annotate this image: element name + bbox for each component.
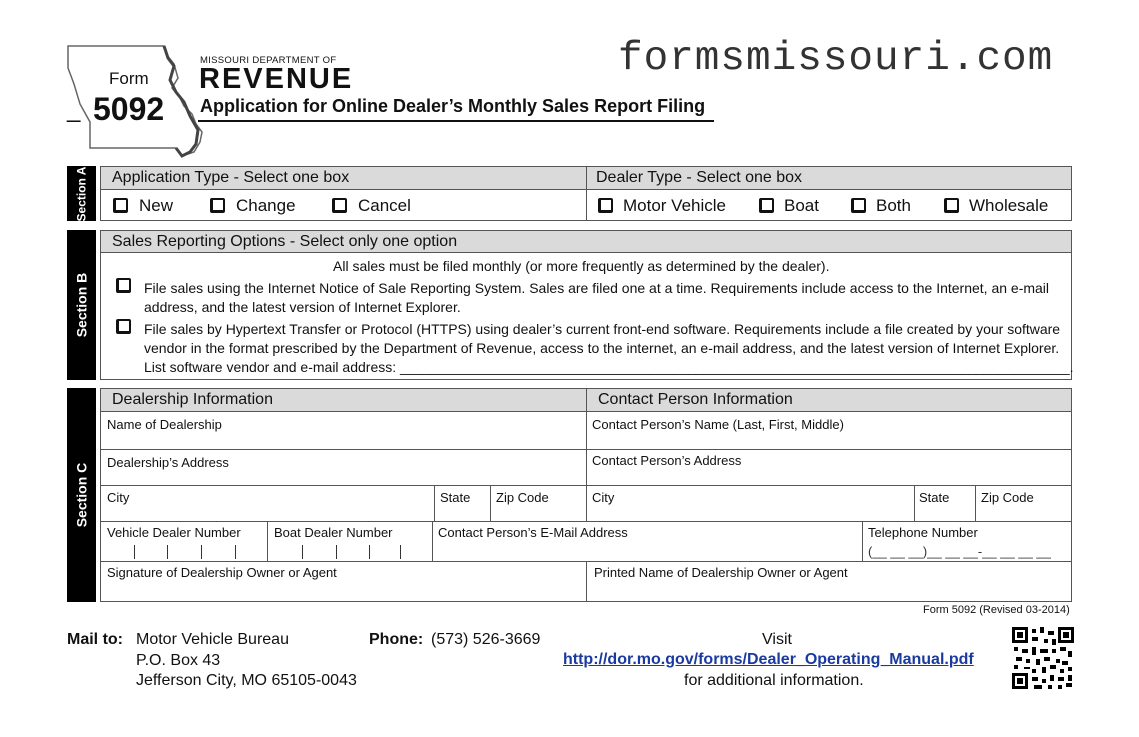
page-title: Application for Online Dealer’s Monthly Sales Report Filing	[200, 96, 706, 116]
printed-name-field[interactable]: Printed Name of Dealership Owner or Agent	[594, 565, 848, 580]
dealer-type-header: Dealer Type - Select one box	[596, 169, 803, 186]
mail-address-line1: Motor Vehicle Bureau	[136, 631, 289, 648]
telephone-number-field[interactable]: (__ __ __)__ __ __-__ __ __ __	[868, 544, 1051, 559]
dealership-city-field[interactable]: City	[107, 490, 130, 505]
vehicle-dealer-number-field[interactable]: Vehicle Dealer Number	[107, 525, 241, 540]
new-checkbox[interactable]	[113, 198, 128, 213]
mail-address-line2: P.O. Box 43	[136, 652, 221, 669]
section-b-box	[100, 230, 1072, 380]
motor-vehicle-checkbox[interactable]	[598, 198, 613, 213]
option1-line1: File sales using the Internet Notice of Sale Reporting System. Sales are filed one at a time. Requirements include access to the Internet, an e-mail	[144, 280, 1050, 296]
boat-label: Boat	[784, 196, 819, 215]
change-label: Change	[236, 196, 296, 215]
signature-field[interactable]: Signature of Dealership Owner or Agent	[107, 565, 337, 580]
monthly-note: All sales must be filed monthly (or more frequently as determined by the dealer).	[333, 258, 830, 274]
cancel-checkbox[interactable]	[332, 198, 347, 213]
dealership-name-field[interactable]: Name of Dealership	[107, 417, 222, 432]
dealership-address-field[interactable]: Dealership’s Address	[107, 455, 229, 470]
visit-text: Visit	[762, 631, 792, 648]
contact-state-field[interactable]: State	[919, 490, 950, 505]
motor-vehicle-label: Motor Vehicle	[623, 196, 726, 215]
title-rule	[198, 120, 714, 122]
form-label: Form	[109, 69, 149, 88]
telephone-number-label: Telephone Number	[868, 525, 978, 540]
phone-label: Phone:	[369, 631, 424, 648]
software-vendor-field[interactable]: List software vendor and e-mail address: ______________________________________________________________________________________.	[144, 359, 1074, 375]
operating-manual-link[interactable]: http://dor.mo.gov/forms/Dealer_Operating_Manual.pdf	[563, 651, 974, 668]
boat-dealer-number-field[interactable]: Boat Dealer Number	[274, 525, 393, 540]
option2-line1: File sales by Hypertext Transfer or Protocol (HTTPS) using dealer’s current front-end software. Requirements include a file created by your software	[144, 321, 1061, 337]
both-label: Both	[876, 196, 911, 215]
dealership-info-header: Dealership Information	[112, 391, 273, 408]
qr-code-icon	[1012, 627, 1074, 689]
internet-notice-option-checkbox[interactable]	[116, 278, 131, 293]
sales-reporting-header: Sales Reporting Options - Select only one option	[112, 233, 458, 250]
revenue-logo: REVENUE	[199, 63, 354, 95]
phone-number: (573) 526-3669	[431, 631, 541, 648]
department-name: MISSOURI DEPARTMENT OF	[200, 55, 337, 66]
mail-to-label: Mail to:	[67, 631, 123, 648]
dealership-state-field[interactable]: State	[440, 490, 471, 505]
wholesale-checkbox[interactable]	[944, 198, 959, 213]
contact-info-header: Contact Person Information	[598, 391, 793, 408]
contact-city-field[interactable]: City	[592, 490, 615, 505]
application-type-header: Application Type - Select one box	[112, 169, 350, 186]
section-c-tab: Section C	[67, 388, 96, 602]
section-c-box	[100, 388, 1072, 602]
cancel-label: Cancel	[358, 196, 411, 215]
https-option-checkbox[interactable]	[116, 319, 131, 334]
additional-info-text: for additional information.	[684, 672, 864, 689]
contact-email-field[interactable]: Contact Person’s E-Mail Address	[438, 525, 628, 540]
revision-note: Form 5092 (Revised 03-2014)	[923, 604, 1070, 616]
change-checkbox[interactable]	[210, 198, 225, 213]
section-a-tab: Section A	[67, 166, 96, 221]
option2-line2: vendor in the format prescribed by the Department of Revenue, access to the internet, an e-mail address, and the latest version of Internet Explorer.	[144, 340, 1060, 356]
both-checkbox[interactable]	[851, 198, 866, 213]
form-number: 5092	[93, 91, 165, 127]
watermark-text: formsmissouri.com	[618, 36, 1054, 82]
option1-line2: address, and the latest version of Internet Explorer.	[144, 299, 461, 315]
contact-zip-field[interactable]: Zip Code	[981, 490, 1034, 505]
dash-mark: _	[67, 96, 81, 123]
mail-address-line3: Jefferson City, MO 65105-0043	[136, 672, 357, 689]
wholesale-label: Wholesale	[969, 196, 1049, 215]
section-b-tab: Section B	[67, 230, 96, 380]
new-label: New	[139, 196, 174, 215]
contact-name-field[interactable]: Contact Person’s Name (Last, First, Middle)	[592, 417, 844, 432]
dealership-zip-field[interactable]: Zip Code	[496, 490, 549, 505]
boat-checkbox[interactable]	[759, 198, 774, 213]
section-a-box	[100, 166, 1072, 221]
contact-address-field[interactable]: Contact Person’s Address	[592, 453, 742, 468]
